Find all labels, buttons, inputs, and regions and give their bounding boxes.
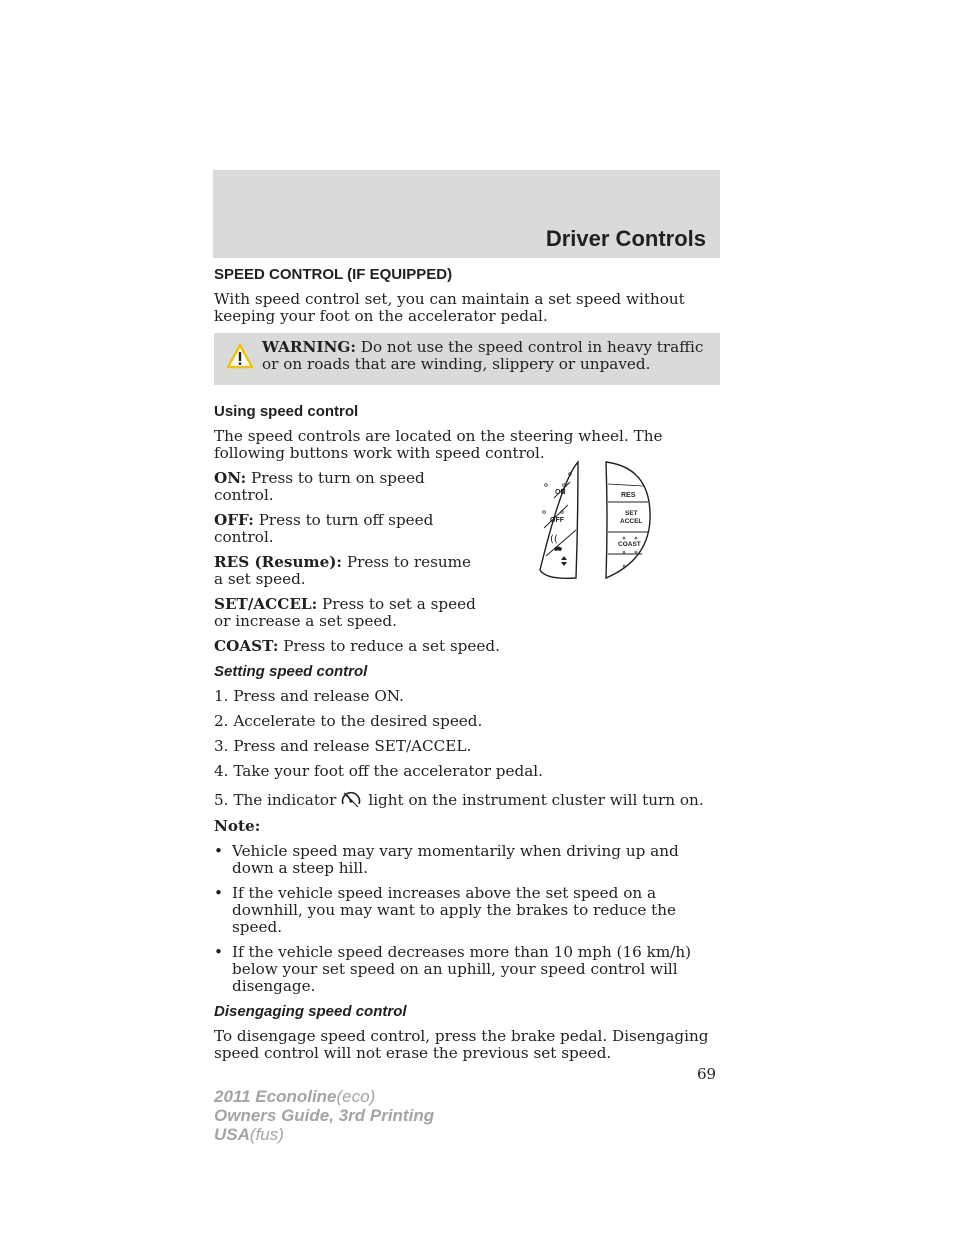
subsection-title-using: Using speed control [214, 403, 359, 420]
def-text: Press to turn on speed control. [214, 469, 425, 504]
step-3: 3. Press and release SET/ACCEL. [214, 737, 472, 755]
def-text: Press to turn off speed control. [214, 511, 434, 546]
set-label: SET [625, 510, 638, 517]
button-definitions [214, 469, 500, 655]
def-coast [214, 638, 514, 655]
step-1: 1. Press and release ON. [214, 687, 404, 705]
step-5 [214, 788, 720, 810]
def-label: COAST: [214, 637, 279, 655]
using-intro: The speed controls are located on the steering wheel. The following buttons work with speed control. [214, 427, 663, 462]
footer-market: USA [214, 1125, 250, 1144]
def-label: SET/ACCEL: [214, 595, 318, 613]
def-label: ON: [214, 469, 247, 487]
def-label: RES (Resume): [214, 553, 343, 571]
on-label: ON [555, 489, 566, 496]
disengaging-text: To disengage speed control, press the brake pedal. Disengaging speed control will not erase the previous set speed. [214, 1027, 709, 1062]
footer-line-3 [214, 1125, 434, 1144]
def-off [214, 512, 476, 546]
voice-icon: (( [550, 534, 558, 545]
note-bullet: • If the vehicle speed decreases more than 10 mph (16 km/h) below your set speed on an uphill, your speed control will disengage. [214, 944, 720, 995]
main-content [214, 266, 720, 1070]
def-res [214, 554, 476, 588]
header-band [213, 170, 720, 258]
note-bullet: • Vehicle speed may vary momentarily when driving up and down a steep hill. [214, 843, 720, 877]
page-number: 69 [697, 1065, 717, 1083]
step-4: 4. Take your foot off the accelerator pedal. [214, 762, 543, 780]
def-on [214, 470, 476, 504]
steering-wheel-speed-control-illustration [532, 460, 656, 582]
warning-text: Do not use the speed control in heavy traffic or on roads that are winding, slippery or unpaved. [262, 338, 704, 373]
intro-paragraph: With speed control set, you can maintain a set speed without keeping your foot on the accelerator pedal. [214, 290, 685, 325]
footer-model: 2011 Econoline [214, 1087, 337, 1106]
footer [214, 1087, 434, 1144]
off-label: OFF [550, 517, 564, 524]
step-5-before: 5. The indicator [214, 791, 337, 809]
def-label: OFF: [214, 511, 254, 529]
speed-control-indicator-icon [340, 788, 362, 810]
warning-triangle-icon [226, 343, 254, 369]
warning-label: WARNING: [262, 338, 356, 356]
subsection-title-disengaging: Disengaging speed control [214, 1003, 407, 1020]
footer-guide: Owners Guide, 3rd Printing [214, 1106, 435, 1125]
note-label: Note: [214, 817, 261, 835]
section-title: SPEED CONTROL (IF EQUIPPED) [214, 266, 453, 283]
res-label: RES [621, 492, 636, 499]
footer-market-code: (fus) [249, 1125, 284, 1144]
accel-label: ACCEL [620, 518, 643, 525]
note-bullet: • If the vehicle speed increases above the set speed on a downhill, you may want to apply the brakes to reduce the speed. [214, 885, 720, 936]
def-set-accel [214, 596, 476, 630]
step-5-after: light on the instrument cluster will turn on. [368, 791, 704, 809]
def-text: Press to resume a set speed. [214, 553, 472, 588]
coast-label: COAST [618, 541, 641, 548]
def-text: Press to set a speed or increase a set speed. [214, 595, 476, 630]
def-text: Press to reduce a set speed. [283, 637, 500, 655]
footer-line-1 [214, 1087, 434, 1106]
page-section-title: Driver Controls [545, 226, 706, 251]
step-2: 2. Accelerate to the desired speed. [214, 712, 483, 730]
subsection-title-setting: Setting speed control [214, 663, 368, 680]
warning-box [214, 333, 720, 385]
footer-line-2 [214, 1106, 434, 1125]
footer-model-code: (eco) [336, 1087, 376, 1106]
